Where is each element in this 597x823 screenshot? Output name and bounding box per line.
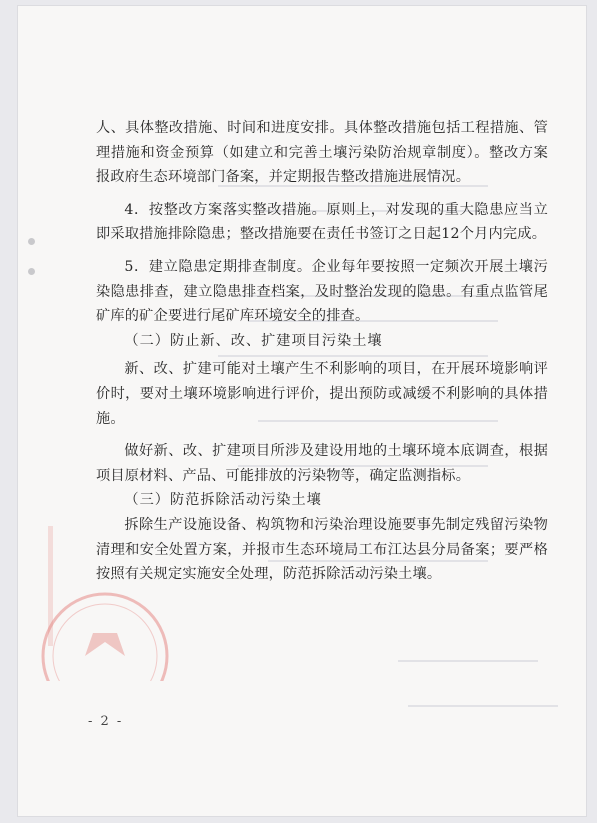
- section-heading: （三）防范拆除活动污染土壤: [124, 492, 322, 509]
- paragraph: 做好新、改、扩建项目所涉及建设用地的土壤环境本底调查，根据项目原材料、产品、可能排放的污染物等，确定监测指标。: [96, 443, 548, 484]
- paragraph: 5．建立隐患定期排查制度。企业每年要按照一定频次开展土壤污染隐患排查，建立隐患排查档案，及时整治发现的隐患。有重点监管尾矿库的矿企要进行尾矿库环境安全的排查。: [96, 258, 548, 325]
- binding-hole: [28, 238, 35, 245]
- document-page: [18, 6, 586, 816]
- paragraph: 人、具体整改措施、时间和进度安排。具体整改措施包括工程措施、管理措施和资金预算（如建立和完善土壤污染防治规章制度）。整改方案报政府生态环境部门备案，并定期报告整改措施进展情况。: [96, 120, 548, 186]
- paragraph: 拆除生产设施设备、构筑物和污染治理设施要事先制定残留污染物清理和安全处置方案，并报市生态环境局工布江达县分局备案；要严格按照有关规定实施安全处理，防范拆除活动污染土壤。: [96, 516, 548, 583]
- binding-hole: [28, 268, 35, 275]
- page-number: - 2 -: [88, 714, 124, 729]
- paragraph: 4．按整改方案落实整改措施。原则上，对发现的重大隐患应当立即采取措施排除隐患；整改措施要在责任书签订之日起12个月内完成。: [96, 201, 548, 243]
- paragraph: 新、改、扩建可能对土壤产生不利影响的项目，在开展环境影响评价时，要对土壤环境影响进行评价，提出预防或减缓不利影响的具体措施。: [96, 361, 548, 427]
- section-heading: （二）防止新、改、扩建项目污染土壤: [124, 332, 383, 349]
- body-text: [96, 116, 548, 587]
